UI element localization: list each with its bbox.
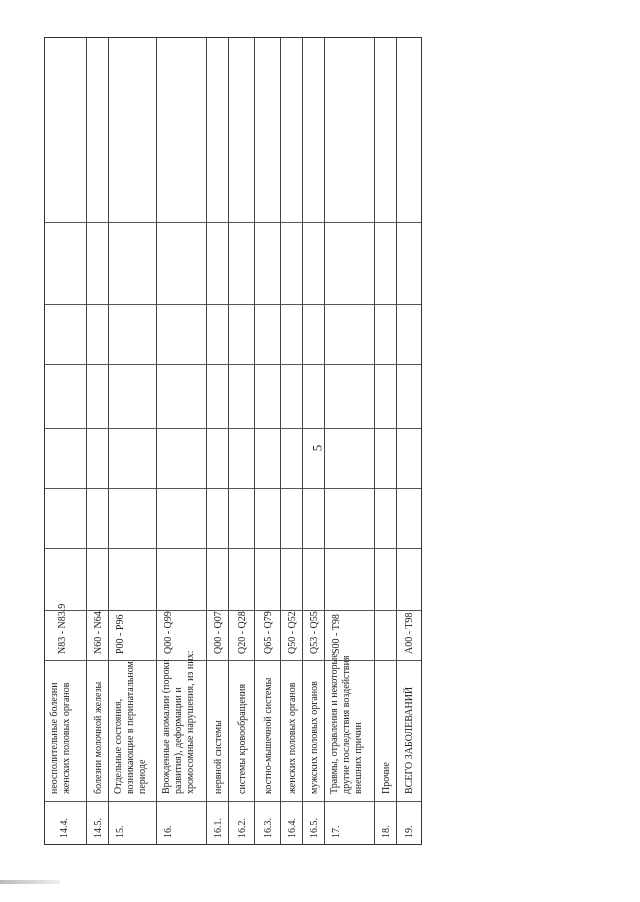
row-name: нервной системы xyxy=(213,720,224,794)
row-number: 16.2. xyxy=(237,818,248,838)
row-name: женских половых органов xyxy=(61,682,72,794)
table-row xyxy=(255,38,281,844)
table-row xyxy=(229,38,255,844)
page-number: 5 xyxy=(309,444,325,452)
row-name: костно-мышечной системы xyxy=(263,677,274,794)
row-code: N60 - N64 xyxy=(93,611,104,654)
row-name: неосполительные болезни xyxy=(49,682,60,794)
row-number: 15. xyxy=(115,825,126,838)
row-code: P00 - P96 xyxy=(115,614,126,654)
row-code: Q53 - Q55 xyxy=(309,611,320,654)
table-row xyxy=(87,38,109,844)
table-row xyxy=(375,38,397,844)
row-number: 16.3. xyxy=(263,818,274,838)
row-number: 16.4. xyxy=(287,818,298,838)
table-row xyxy=(303,38,325,844)
scan-artifact xyxy=(0,880,60,884)
row-number: 14.4. xyxy=(59,818,70,838)
row-code: Q00 - Q07 xyxy=(213,611,224,654)
row-name: возникающие в перинатальном xyxy=(125,661,136,794)
row-name: болезни молочной железы xyxy=(93,681,104,794)
row-code: Q00 - Q99 xyxy=(163,611,174,654)
table-row xyxy=(281,38,303,844)
disease-table xyxy=(44,37,422,845)
row-code: Q20 - Q28 xyxy=(237,611,248,654)
row-name: мужских половых органов xyxy=(309,681,320,794)
table-row xyxy=(325,38,375,844)
row-name: периоде xyxy=(137,759,148,794)
table-row xyxy=(45,38,87,844)
table-row xyxy=(207,38,229,844)
table-row xyxy=(397,38,421,844)
row-code: Q50 - Q52 xyxy=(287,611,298,654)
row-name: ВСЕГО ЗАБОЛЕВАНИЙ xyxy=(404,686,415,794)
row-name: хромосомные нарушения, из них: xyxy=(185,650,196,794)
row-name: Травмы, отравления и некоторые xyxy=(329,653,340,794)
table-row xyxy=(109,38,157,844)
row-number: 16. xyxy=(163,825,174,838)
row-name: внешних причин xyxy=(353,722,364,794)
row-number: 14.5. xyxy=(93,818,104,838)
row-name: Отдельные состояния, xyxy=(113,698,124,794)
row-code: N83 - N83.9 xyxy=(57,603,68,654)
row-code: A00 - T98 xyxy=(404,612,415,654)
row-number: 17. xyxy=(331,825,342,838)
row-name: системы кровообращения xyxy=(237,683,248,794)
row-name: другие последствия воздействия xyxy=(341,655,352,794)
table-row xyxy=(157,38,207,844)
row-code: Q65 - Q79 xyxy=(263,611,274,654)
row-number: 18. xyxy=(381,825,392,838)
row-name: Прочие xyxy=(381,762,392,794)
row-name: Врожденные аномалии (пороки xyxy=(161,659,172,794)
row-code: S00 - T98 xyxy=(331,614,342,654)
row-name: развития), деформации и xyxy=(173,687,184,794)
row-number: 16.5. xyxy=(309,818,320,838)
row-number: 19. xyxy=(404,825,415,838)
row-number: 16.1. xyxy=(213,818,224,838)
row-name: женских половых органов xyxy=(287,682,298,794)
